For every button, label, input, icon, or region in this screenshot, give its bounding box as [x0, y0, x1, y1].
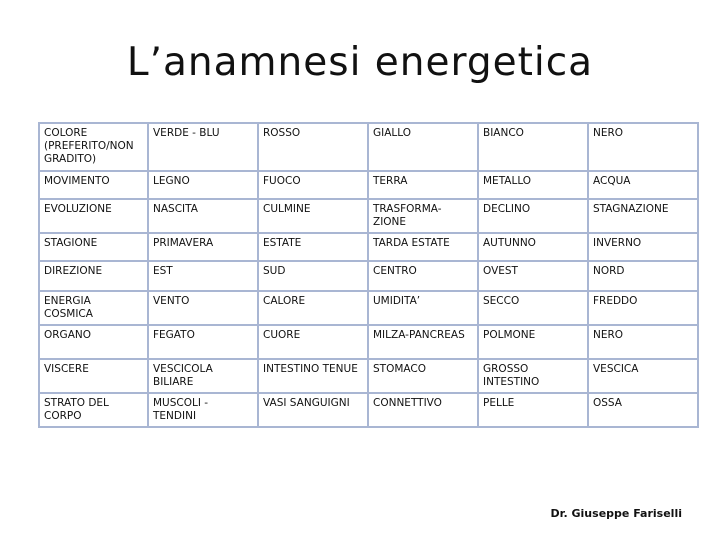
table-cell: ESTATE: [258, 233, 368, 261]
table-cell: NERO: [588, 123, 698, 171]
page-title: L’anamnesi energetica: [126, 40, 594, 85]
table-cell: CENTRO: [368, 261, 478, 291]
table-cell: INVERNO: [588, 233, 698, 261]
table-cell: PELLE: [478, 393, 588, 427]
table-cell: SUD: [258, 261, 368, 291]
table-row: [39, 233, 698, 261]
row-header-cell: ENERGIA COSMICA: [39, 291, 148, 325]
table-cell: INTESTINO TENUE: [258, 359, 368, 393]
table-cell: BIANCO: [478, 123, 588, 171]
row-header-cell: DIREZIONE: [39, 261, 148, 291]
table-row: [39, 261, 698, 291]
table-row: [39, 171, 698, 199]
table-row: [39, 291, 698, 325]
row-header-cell: ORGANO: [39, 325, 148, 359]
author-signature: Dr. Giuseppe Fariselli: [550, 507, 682, 520]
energy-table: [38, 122, 699, 428]
table-row: [39, 393, 698, 427]
table-cell: MUSCOLI - TENDINI: [148, 393, 258, 427]
table-cell: TRASFORMA-ZIONE: [368, 199, 478, 233]
table-cell: LEGNO: [148, 171, 258, 199]
table-cell: UMIDITA’: [368, 291, 478, 325]
table-cell: DECLINO: [478, 199, 588, 233]
row-header-cell: MOVIMENTO: [39, 171, 148, 199]
table-row: [39, 359, 698, 393]
table-cell: OVEST: [478, 261, 588, 291]
table-cell: SECCO: [478, 291, 588, 325]
table-cell: GIALLO: [368, 123, 478, 171]
table-cell: POLMONE: [478, 325, 588, 359]
table-row: [39, 123, 698, 171]
table-cell: NORD: [588, 261, 698, 291]
table-cell: ACQUA: [588, 171, 698, 199]
table-cell: VASI SANGUIGNI: [258, 393, 368, 427]
table-cell: FREDDO: [588, 291, 698, 325]
table-cell: CALORE: [258, 291, 368, 325]
table-cell: MILZA-PANCREAS: [368, 325, 478, 359]
table-cell: ROSSO: [258, 123, 368, 171]
table-row: [39, 325, 698, 359]
table-cell: AUTUNNO: [478, 233, 588, 261]
row-header-cell: VISCERE: [39, 359, 148, 393]
table-cell: NERO: [588, 325, 698, 359]
table-cell: VENTO: [148, 291, 258, 325]
table-cell: NASCITA: [148, 199, 258, 233]
row-header-cell: STRATO DEL CORPO: [39, 393, 148, 427]
table-cell: FUOCO: [258, 171, 368, 199]
table-cell: OSSA: [588, 393, 698, 427]
row-header-cell: EVOLUZIONE: [39, 199, 148, 233]
table-cell: VERDE - BLU: [148, 123, 258, 171]
table-cell: GROSSO INTESTINO: [478, 359, 588, 393]
table-cell: TERRA: [368, 171, 478, 199]
table-row: [39, 199, 698, 233]
row-header-cell: COLORE (PREFERITO/NON GRADITO): [39, 123, 148, 171]
table-cell: CONNETTIVO: [368, 393, 478, 427]
table-cell: STAGNAZIONE: [588, 199, 698, 233]
table-cell: PRIMAVERA: [148, 233, 258, 261]
table-cell: METALLO: [478, 171, 588, 199]
table-cell: EST: [148, 261, 258, 291]
table-cell: CULMINE: [258, 199, 368, 233]
table-cell: STOMACO: [368, 359, 478, 393]
table-cell: FEGATO: [148, 325, 258, 359]
table-cell: TARDA ESTATE: [368, 233, 478, 261]
row-header-cell: STAGIONE: [39, 233, 148, 261]
table-cell: VESCICA: [588, 359, 698, 393]
table-cell: VESCICOLA BILIARE: [148, 359, 258, 393]
table-cell: CUORE: [258, 325, 368, 359]
